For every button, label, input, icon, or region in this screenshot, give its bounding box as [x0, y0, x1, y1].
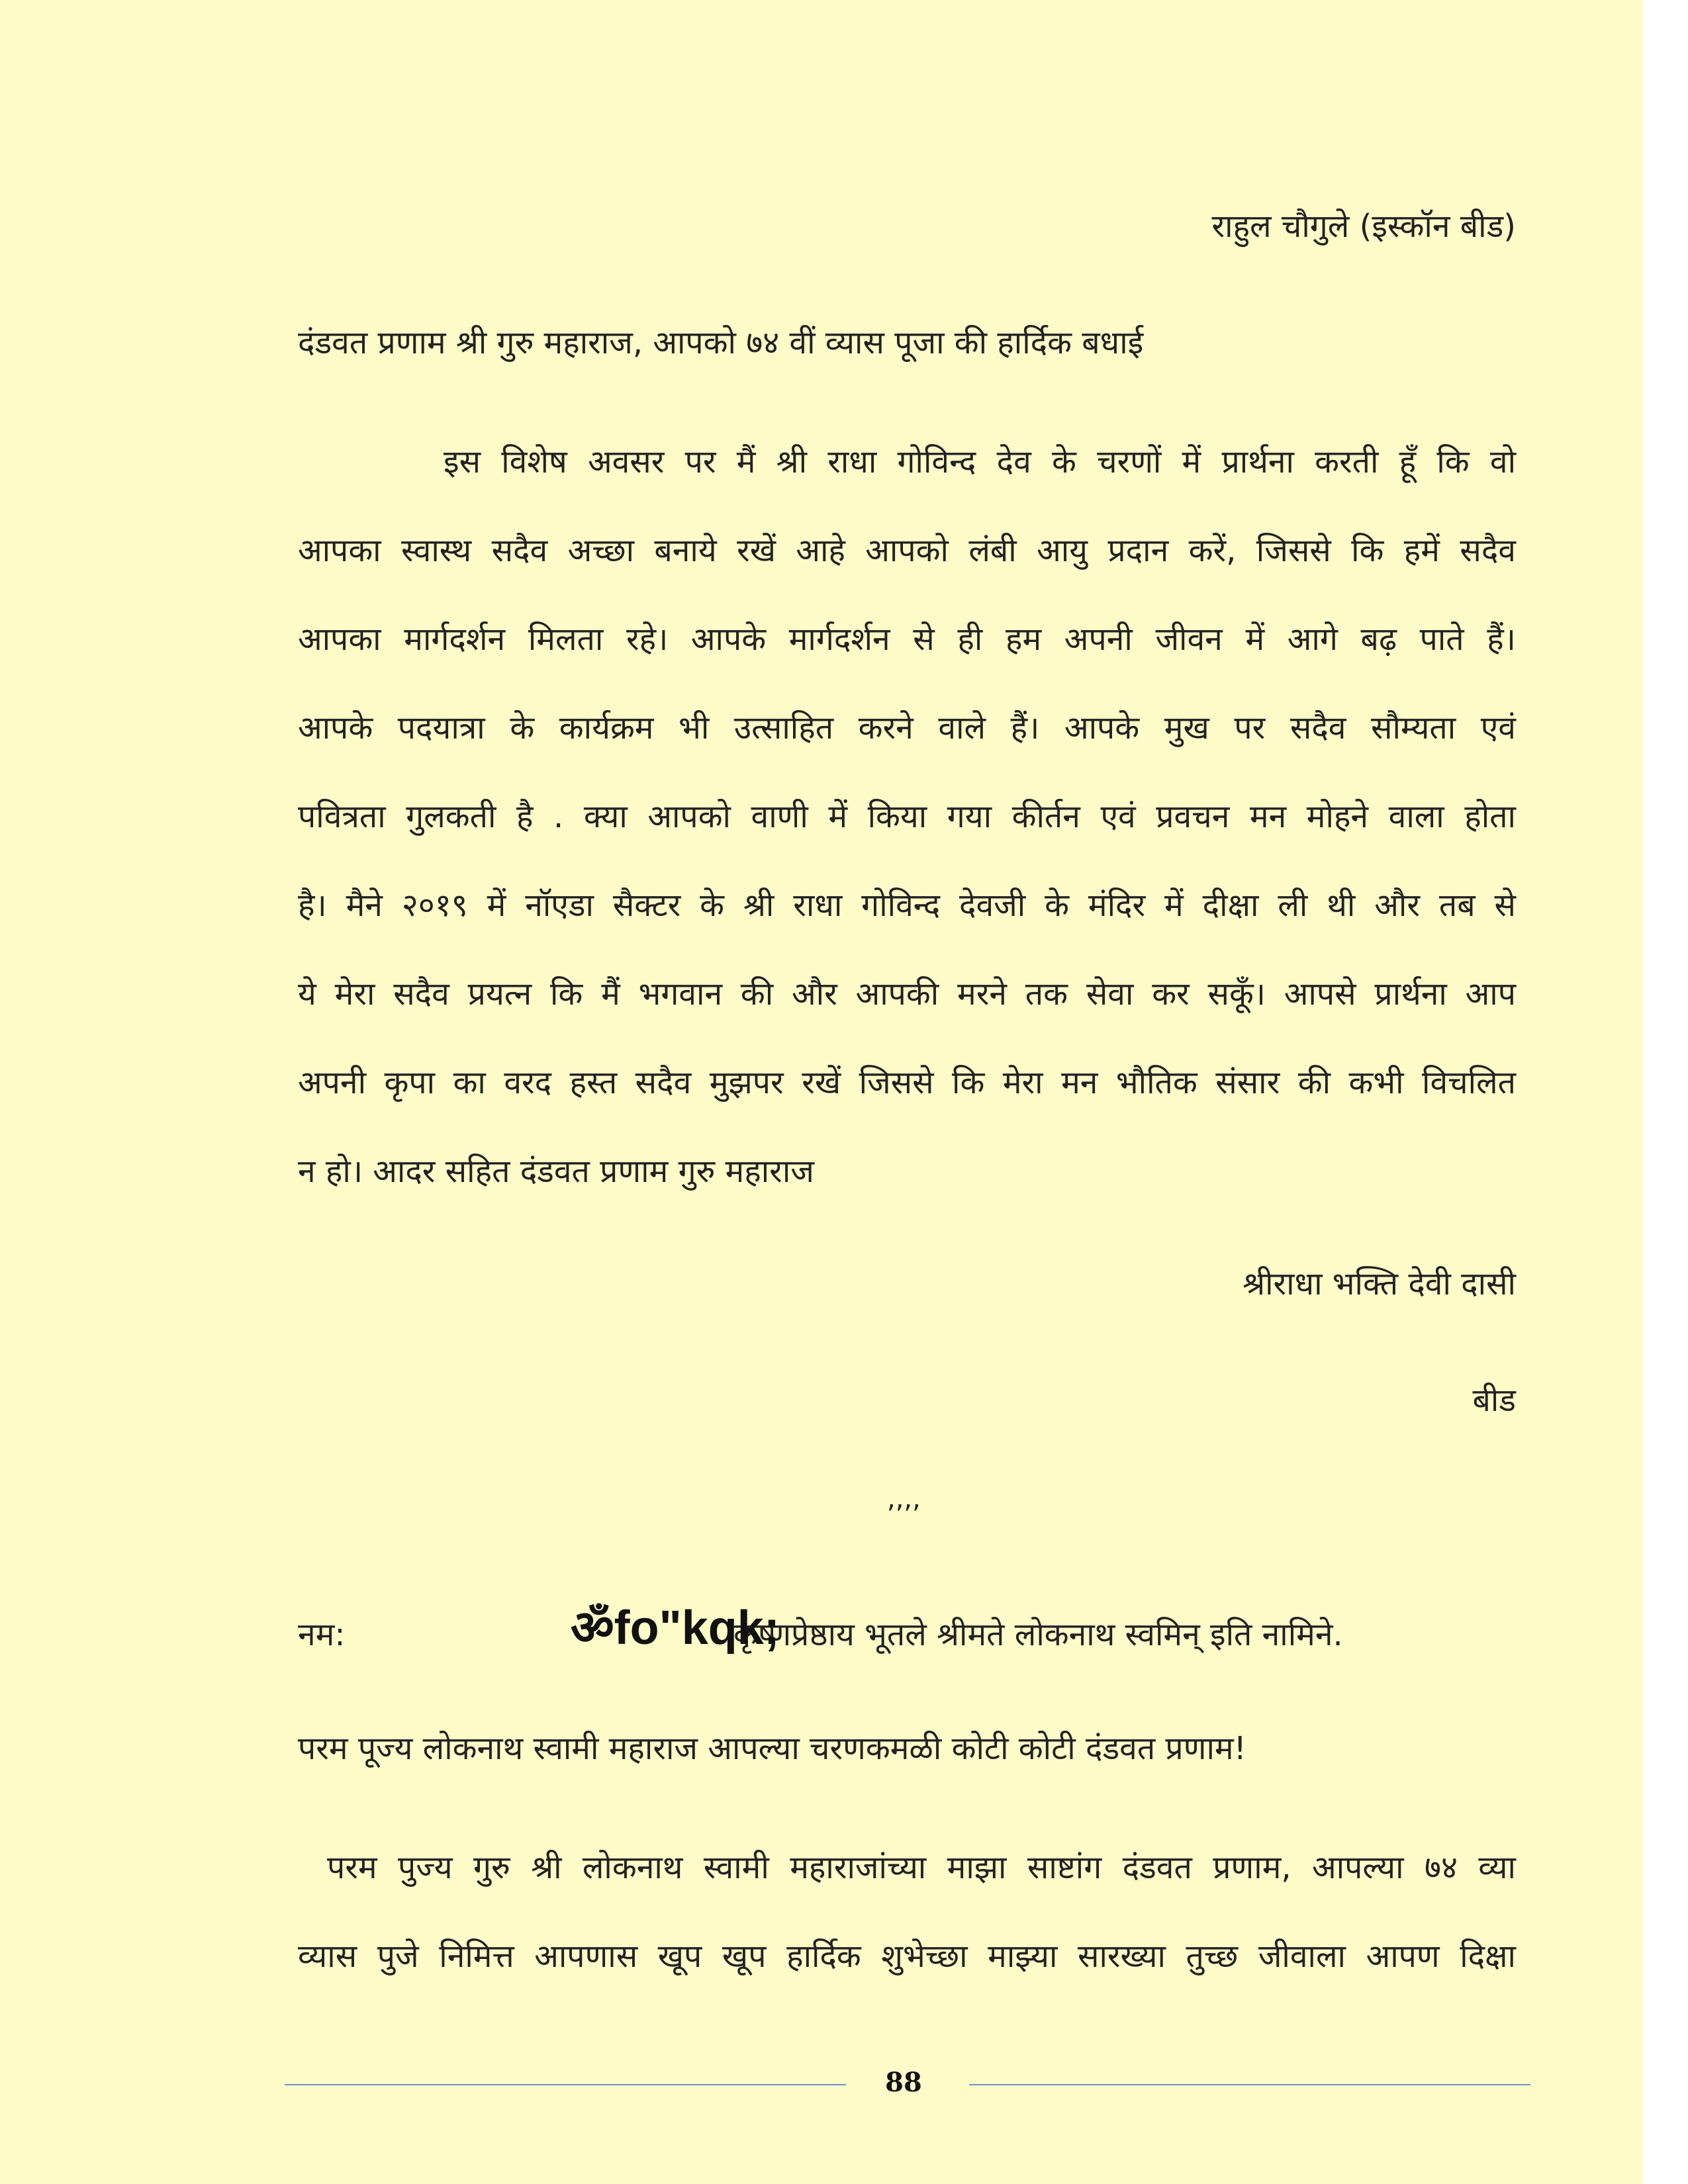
namah-label: नम: — [298, 1616, 346, 1653]
letter-line: आपका मार्गदर्शन मिलता रहे। आपके मार्गदर्शन से ही हम अपनी जीवन में आगे बढ़ पाते हैं। — [298, 621, 1516, 658]
letter-paragraph — [298, 442, 1516, 1240]
letter-line: अपनी कृपा का वरद हस्त सदैव मुझपर रखें जिससे कि मेरा मन भौतिक संसार की कभी विचलित — [298, 1064, 1516, 1101]
footer-rule-left — [285, 2084, 846, 2085]
author-line: राहुल चौगुले (इस्कॉन बीड) — [1211, 208, 1516, 245]
page-number: 88 — [885, 2067, 922, 2098]
letter-line: आपका स्वास्थ सदैव अच्छा बनाये रखें आहे आपको लंबी आयु प्रदान करें, जिससे कि हमें सदैव — [298, 532, 1516, 569]
salutation-line: परम पूज्य लोकनाथ स्वामी महाराज आपल्या चरणकमळी कोटी कोटी दंडवत प्रणाम! — [298, 1730, 1246, 1767]
namah-verse: कृष्णप्रेष्ठाय भूतले श्रीमते लोकनाथ स्वमिन् इति नामिने. — [733, 1616, 1343, 1653]
letter-line: है। मैने २०१९ में नॉएडा सैक्टर के श्री राधा गोविन्द देवजी के मंदिर में दीक्षा ली थी और तब से — [298, 887, 1516, 924]
letter-line: इस विशेष अवसर पर मैं श्री राधा गोविन्द देव के चरणों में प्रार्थना करती हूँ कि वो — [444, 443, 1516, 480]
letter-line: पवित्रता गुलकती है . क्या आपको वाणी में किया गया कीर्तन एवं प्रवचन मन मोहने वाला होता — [298, 798, 1516, 835]
om-glyph-overlay: ॐfo"kqk; — [571, 1602, 780, 1655]
section-separator: ,,,, — [887, 1484, 921, 1514]
footer-rule-right — [969, 2084, 1530, 2085]
closing-line: परम पुज्य गुरु श्री लोकनाथ स्वामी महाराजांच्या माझा साष्टांग दंडवत प्रणाम, आपल्या ७४ व्या — [327, 1849, 1516, 1886]
signature-place: बीड — [1472, 1382, 1516, 1419]
closing-line: व्यास पुजे निमित्त आपणास खूप खूप हार्दिक शुभेच्छा माझ्या सारख्या तुच्छ जीवाला आपण दिक्षा — [298, 1938, 1516, 1975]
greeting-line: दंडवत प्रणाम श्री गुरु महाराज, आपको ७४ वीं व्यास पूजा की हार्दिक बधाई — [298, 324, 1144, 361]
signature-name: श्रीराधा भक्ति देवी दासी — [1243, 1265, 1516, 1302]
letter-line: ये मेरा सदैव प्रयत्न कि मैं भगवान की और आपकी मरने तक सेवा कर सकूँ। आपसे प्रार्थना आप — [298, 976, 1516, 1013]
letter-line: आपके पदयात्रा के कार्यक्रम भी उत्साहित करने वाले हैं। आपके मुख पर सदैव सौम्यता एवं — [298, 709, 1516, 747]
letter-line: न हो। आदर सहित दंडवत प्रणाम गुरु महाराज — [298, 1153, 814, 1190]
